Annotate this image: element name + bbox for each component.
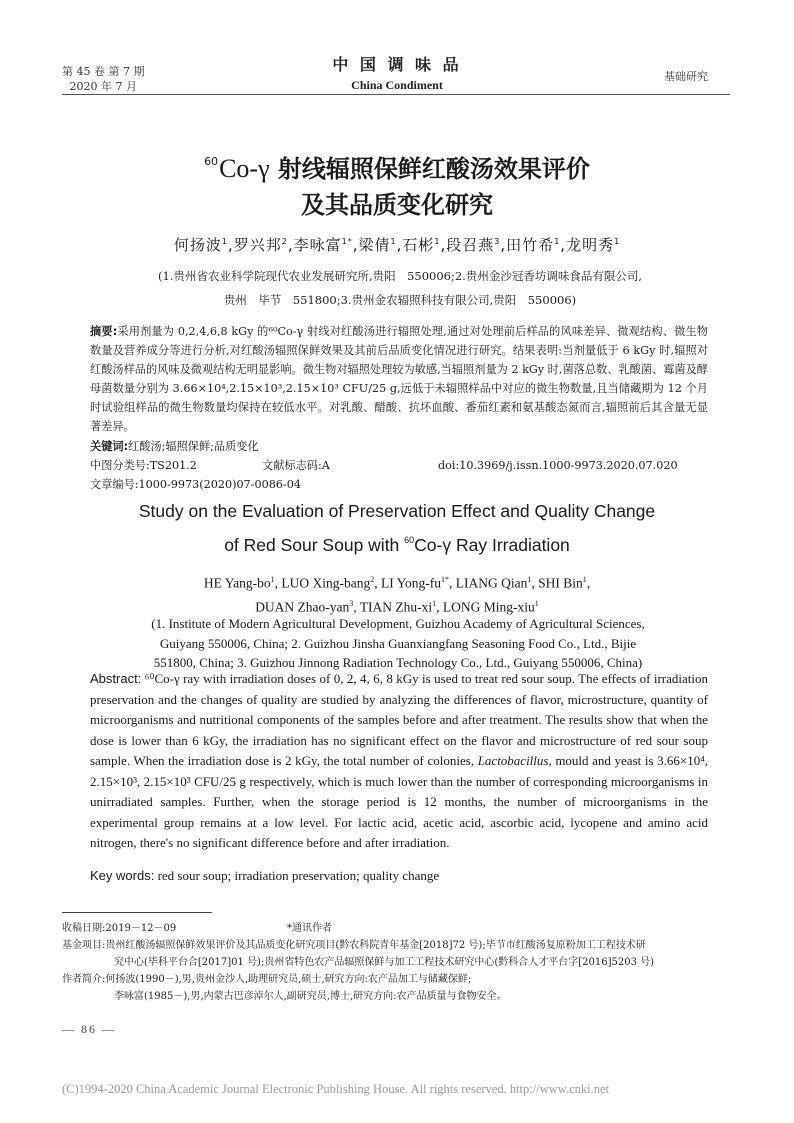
header-divider: [62, 94, 730, 95]
issue-date: 2020 年 7 月: [69, 80, 137, 93]
title-cn-line1: $^{60}$Co-γ 射线辐照保鲜红酸汤效果评价: [204, 154, 590, 183]
column-label: 基础研究: [664, 70, 708, 83]
author-name: 罗兴邦: [233, 236, 282, 254]
author-name: 梁倩: [358, 236, 391, 254]
author-name: 何扬波: [173, 236, 222, 254]
abstract-cn-text: 采用剂量为 0,2,4,6,8 kGy 的⁶⁰Co-γ 射线对红酸汤进行辐照处理,通过对处理前后样品的风味差异、微观结构、微生物数量及营养成分等进行分析,对红酸汤辐照保鲜效果及其前后品质变化情况进行研究。结果表明:当剂量低于 6 kGy 时,辐照对红酸汤样品的风味及微观结构无明显影响。微生物对辐照处理较为敏感,当辐照剂量为 2 kGy 时,菌落总数、乳酸菌、霉菌及酵母菌数量分别为 3.66×10⁴,2.15×10³,2.15×10³ CFU/25 g,远低于未辐照样品中对应的微生物数量,且当储藏期为 12 个月时试验组样品的微生物数量均保持在较低水平。对乳酸、醋酸、抗坏血酸、番茄红素和氨基酸态氮而言,辐照前后其含量无显著差异。: [90, 325, 708, 433]
keywords-cn: 关键词:红酸汤;辐照保鲜;品质变化: [90, 440, 259, 453]
footnotes: 收稿日期:2019－12－09 *通讯作者 基金项目:贵州红酸汤辐照保鲜效果评价及其品质变化研究项目(黔农科院青年基金[2018]72 号);毕节市红酸汤复原粉加工工程技术研 究中心(毕科平台合[2017]01 号);贵州省特色农产品辐照保鲜与加工工程技术研究中心(黔科合人才平台字[2016]5203 号) 作者简介:何扬波(1990－),男,贵州金沙人,助理研究员,硕士,研究方向:农产品加工与储藏保鲜; 李咏富(1985－),男,内蒙古巴彦淖尔人,副研究员,博士,研究方向:农产品质量与食物安全。: [62, 920, 752, 1005]
article-number: 文章编号:1000-9973(2020)07-0086-04: [90, 478, 301, 491]
affiliations-cn: (1.贵州省农业科学院现代农业发展研究所,贵阳 550006;2.贵州金沙冠香坊调味食品有限公司, 贵州 毕节 551800;3.贵州金农辐照科技有限公司,贵阳 550006): [157, 269, 642, 307]
abstract-cn: [90, 322, 708, 436]
clc-number: 中图分类号:TS201.2: [90, 459, 197, 472]
keywords-en: Key words: red sour soup; irradiation preservation; quality change: [90, 868, 440, 883]
abstract-en: Abstract: ⁶⁰Co-γ ray with irradiation doses of 0, 2, 4, 6, 8 kGy is used to treat red sour soup. The effects of irradiation preservation and the changes of quality are studied by analyzing the differences of flavor, microstructure, quantity of microorganisms and nutritional components of the samples before and after treatment. The results show that when the dose is lower than 6 kGy, the irradiation has no significant effect on the flavor and microstructure of red sour soup sample. When the irradiation dose is 2 kGy, the total number of colonies, Lactobacillus, mould and yeast is 3.66×10⁴, 2.15×10³, 2.15×10³ CFU/25 g respectively, which is much lower than the number of corresponding microorganisms in unirradiated samples. Further, when the storage period is 12 months, the number of microorganisms in the experimental group remains at a low level. For lactic acid, acetic acid, ascorbic acid, lycopene and amino acid nitrogen, there's no significant difference before and after irradiation.: [90, 671, 708, 850]
page-number: — 86 —: [62, 1022, 116, 1036]
fund-info: 基金项目:贵州红酸汤辐照保鲜效果评价及其品质变化研究项目(黔农科院青年基金[2018]72 号);毕节市红酸汤复原粉加工工程技术研: [62, 940, 646, 951]
article-title-en: Study on the Evaluation of Preservation Effect and Quality Change of Red Sour Soup with $^{60}$Co-γ Ray Irradiation: [138, 501, 656, 555]
author-name: 石彬: [402, 236, 435, 254]
volume-issue: 第 45 卷 第 7 期: [62, 65, 145, 78]
copyright-watermark: (C)1994-2020 China Academic Journal Electronic Publishing House. All rights reserved. http://www.cnki.net: [62, 1082, 610, 1096]
author-name: 段召燕: [446, 236, 495, 254]
abstract-cn-label: 摘要:: [90, 325, 118, 338]
abstract-en-label: Abstract:: [90, 671, 142, 686]
title-cn-line2: 及其品质变化研究: [301, 191, 493, 219]
author-name: 龙明秀: [566, 236, 615, 254]
doc-code: 文献标志码:A: [262, 459, 330, 472]
doi[interactable]: doi:10.3969/j.issn.1000-9973.2020.07.020: [438, 459, 678, 472]
author-name: 田竹希: [506, 236, 555, 254]
authors-en: HE Yang-$bo^1$, LUO Xing-bang$^2$, LI Yong-$fu^{1*}$, LIANG Qian$^1$, SHI Bin$^1$, DUAN Zhao-yan$^3$, TIAN Zhu-$xi^1$, LONG Ming-xiu$^1$: [203, 575, 591, 614]
footnote-divider: [62, 912, 212, 913]
author-name: 李咏富: [293, 236, 342, 254]
corresponding-note: *通讯作者: [287, 923, 332, 934]
article-title-cn: [0, 144, 794, 223]
authors-cn: 何扬波$^1$,罗兴邦$^2$,李咏富$^{1*}$,梁倩$^1$,石彬$^1$,段召燕$^3$,田竹希$^1$,龙明秀$^1$: [173, 236, 621, 254]
affiliations-en: (1. Institute of Modern Agricultural Development, Guizhou Academy of Agricultural Sciences, Guiyang 550006, China; 2. Guizhou Jinsha Guanxiangfang Seasoning Food Co., Ltd., Bijie 551800, China; 3. Guizhou Jinnong Radiation Technology Co., Ltd., Guiyang 550006, China): [151, 616, 645, 670]
journal-name-en: China Condiment: [351, 78, 443, 92]
received-date: 收稿日期:2019－12－09: [62, 923, 177, 934]
journal-name-cn: 中 国 调 味 品: [332, 55, 462, 74]
author-bio: 作者简介:何扬波(1990－),男,贵州金沙人,助理研究员,硕士,研究方向:农产品加工与储藏保鲜;: [62, 974, 472, 985]
